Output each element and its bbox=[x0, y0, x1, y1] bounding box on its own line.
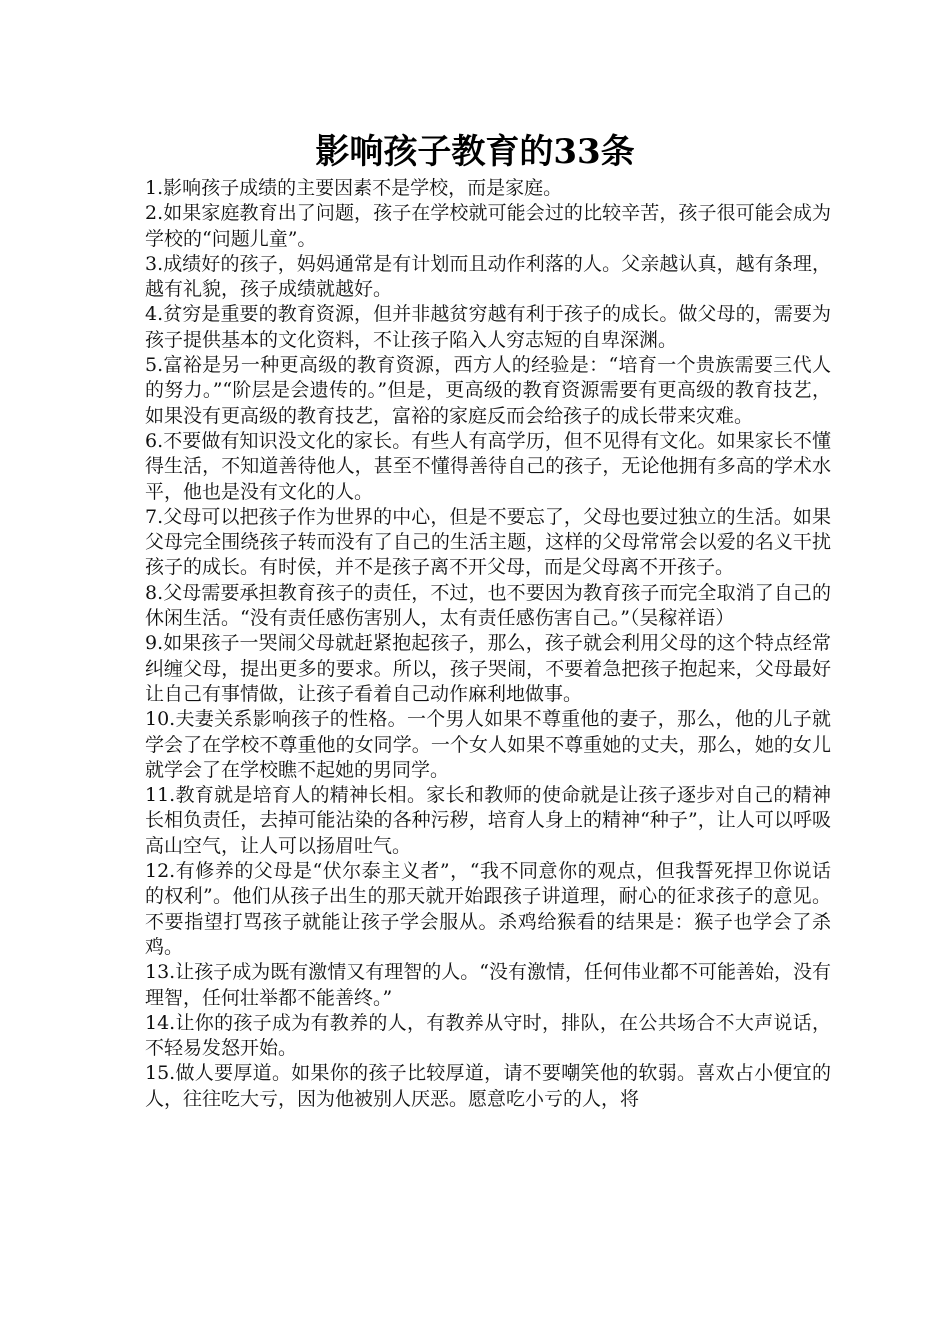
list-item-5: 5.富裕是另一种更高级的教育资源，西方人的经验是：“培育一个贵族需要三代人的努力。”“阶层是会遗传的。”但是，更高级的教育资源需要有更高级的教育技艺，如果没有更高级的教育技艺，富裕的家庭反而会给孩子的成长带来灾难。 bbox=[145, 354, 831, 427]
list-item-1: 1.影响孩子成绩的主要因素不是学校，而是家庭。 bbox=[145, 177, 563, 199]
list-item-4: 4.贫穷是重要的教育资源，但并非越贫穷越有利于孩子的成长。做父母的，需要为孩子提供基本的文化资料，不让孩子陷入人穷志短的自卑深渊。 bbox=[145, 303, 831, 351]
list-item-8: 8.父母需要承担教育孩子的责任，不过，也不要因为教育孩子而完全取消了自己的休闲生活。“没有责任感伤害别人，太有责任感伤害自己。”（吴稼祥语） bbox=[145, 581, 831, 630]
document-body bbox=[145, 176, 831, 1112]
list-item-2: 2.如果家庭教育出了问题，孩子在学校就可能会过的比较辛苦，孩子很可能会成为学校的“问题儿童”。 bbox=[145, 202, 831, 250]
list-item-9: 9.如果孩子一哭闹父母就赶紧抱起孩子，那么，孩子就会利用父母的这个特点经常纠缠父母，提出更多的要求。所以，孩子哭闹，不要着急把孩子抱起来，父母最好让自己有事情做，让孩子看着自己动作麻利地做事。 bbox=[145, 632, 831, 705]
list-item-15: 15.做人要厚道。如果你的孩子比较厚道，请不要嘲笑他的软弱。喜欢占小便宜的人，往往吃大亏，因为他被别人厌恶。愿意吃小亏的人，将 bbox=[145, 1062, 831, 1110]
list-item-6: 6.不要做有知识没文化的家长。有些人有高学历，但不见得有文化。如果家长不懂得生活，不知道善待他人，甚至不懂得善待自己的孩子，无论他拥有多高的学术水平，他也是没有文化的人。 bbox=[145, 429, 831, 503]
list-item-7: 7.父母可以把孩子作为世界的中心，但是不要忘了，父母也要过独立的生活。如果父母完全围绕孩子转而没有了自己的生活主题，这样的父母常常会以爱的名义干扰孩子的成长。有时侯，并不是孩子离不开父母，而是父母离不开孩子。 bbox=[145, 505, 831, 579]
list-item-12: 12.有修养的父母是“伏尔泰主义者”，“我不同意你的观点，但我誓死捍卫你说话的权利”。他们从孩子出生的那天就开始跟孩子讲道理，耐心的征求孩子的意见。不要指望打骂孩子就能让孩子学会服从。杀鸡给猴看的结果是：猴子也学会了杀鸡。 bbox=[145, 860, 831, 958]
list-item-14: 14.让你的孩子成为有教养的人，有教养从守时，排队，在公共场合不大声说话，不轻易发怒开始。 bbox=[145, 1011, 831, 1060]
document-title: 影响孩子教育的33条 bbox=[315, 132, 635, 172]
list-item-11: 11.教育就是培育人的精神长相。家长和教师的使命就是让孩子逐步对自己的精神长相负责任，去掉可能沾染的各种污秽，培育人身上的精神“种子”，让人可以呼吸高山空气，让人可以扬眉吐气。 bbox=[145, 784, 831, 857]
list-item-13: 13.让孩子成为既有激情又有理智的人。“没有激情，任何伟业都不可能善始，没有理智，任何壮举都不能善终。” bbox=[145, 961, 831, 1009]
list-item-3: 3.成绩好的孩子，妈妈通常是有计划而且动作利落的人。父亲越认真，越有条理，越有礼貌，孩子成绩就越好。 bbox=[145, 252, 831, 301]
list-item-10: 10.夫妻关系影响孩子的性格。一个男人如果不尊重他的妻子，那么，他的儿子就学会了在学校不尊重他的女同学。一个女人如果不尊重她的丈夫，那么，她的女儿就学会了在学校瞧不起她的男同学。 bbox=[145, 708, 831, 781]
